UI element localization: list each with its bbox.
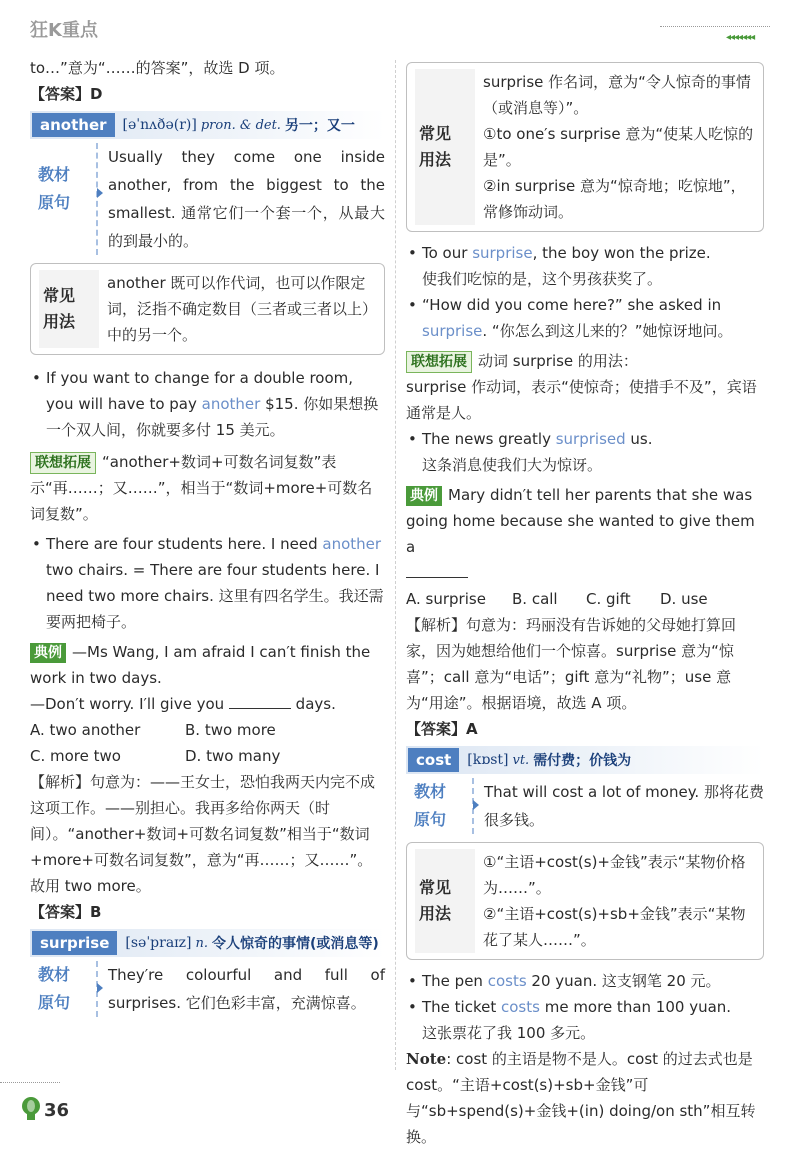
usage-label-line1: 常见 xyxy=(419,124,452,143)
source-label-line1: 教材 xyxy=(38,165,71,184)
example-text: “How did you come here?” she asked in xyxy=(422,296,722,314)
analysis-surprise: 【解析】句意为：玛丽没有告诉她的父母她打算回家，因为她想给他们一个惊喜。surprise 意为“惊喜”；call 意为“电话”；gift 意为“礼物”；use 意为“用途”。根据语境，故选 A 项。 xyxy=(406,616,737,712)
word-tag-surprise: surprise xyxy=(32,931,117,955)
phonetic-surprise: [səˈpraɪz] xyxy=(125,935,192,951)
usage-label-line1: 常见 xyxy=(419,878,452,897)
source-sentence-surprise xyxy=(38,961,385,1017)
example-text: . “你怎么到这儿来的？”她惊讶地问。 xyxy=(482,322,733,340)
meaning-another: 另一；又一 xyxy=(284,118,355,134)
header-logo xyxy=(30,16,98,42)
example-surprise-2 xyxy=(406,292,764,344)
extension-another xyxy=(30,449,385,527)
column-divider xyxy=(395,60,396,1070)
option-d: D. two many xyxy=(185,747,281,765)
pos-surprise: n. xyxy=(195,935,209,951)
example-text: The ticket xyxy=(422,998,501,1016)
example-text: There are four students here. I need xyxy=(46,535,323,553)
header-arrows: ◂◂◂◂◂◂◂ xyxy=(726,32,755,43)
answer-surprise: 【答案】A xyxy=(406,720,478,738)
example-cost-2 xyxy=(406,994,764,1046)
meaning-cost: 需付费；价钱为 xyxy=(533,753,632,769)
usage-text-cost xyxy=(483,849,755,953)
source-label-line2: 原句 xyxy=(38,993,71,1012)
example-translation: 这条消息使我们大为惊讶。 xyxy=(422,456,603,474)
left-top-text: to…”意为“……的答案”，故选 D 项。 xyxy=(30,59,285,77)
usage-label xyxy=(415,69,475,225)
option-a: A. surprise xyxy=(406,590,486,608)
example-text: 20 yuan. 这支钢笔 20 元。 xyxy=(526,972,721,990)
source-label xyxy=(38,143,98,255)
extension-tag: 联想拓展 xyxy=(30,452,96,474)
typical-example-tag: 典例 xyxy=(30,643,66,663)
option-a: A. two another xyxy=(30,721,141,739)
example-text: , the boy won the prize. xyxy=(532,244,711,262)
page-footer xyxy=(0,1082,800,1153)
example-another-2 xyxy=(30,531,385,635)
example-text: The pen xyxy=(422,972,488,990)
source-label-line2: 原句 xyxy=(414,810,447,829)
answer-blank xyxy=(406,563,468,578)
header-logo-text: 狂K重点 xyxy=(30,20,98,41)
source-label xyxy=(414,778,474,834)
keyword-highlight: costs xyxy=(501,998,540,1016)
example-translation: 这张票花了我 100 多元。 xyxy=(422,1024,596,1042)
options-row-2 xyxy=(30,743,385,769)
example-text: two chairs. = There are four students here. I need two more chairs. 这里有四名学生。我还需要两把椅子。 xyxy=(46,561,384,631)
lightbulb-icon xyxy=(20,1096,42,1122)
usage-label-line2: 用法 xyxy=(43,312,76,331)
example-translation: 使我们吃惊的是，这个男孩获奖了。 xyxy=(422,270,663,288)
usage-label xyxy=(39,270,99,348)
answer-another: 【答案】B xyxy=(30,903,102,921)
example-text: $15. 你如果想换一个双人间，你就要多付 15 美元。 xyxy=(46,395,379,439)
usage-line-1: surprise 作名词，意为“令人惊奇的事情（或消息等）”。 xyxy=(483,73,751,117)
usage-label-line2: 用法 xyxy=(419,904,452,923)
pos-another: pron. & det. xyxy=(200,117,281,133)
usage-text-surprise xyxy=(483,69,755,225)
word-tag-cost: cost xyxy=(408,748,459,772)
example-cost-1 xyxy=(406,968,764,994)
right-column xyxy=(406,62,764,1150)
keyword-highlight: another xyxy=(201,395,261,413)
question-text: Mary didn′t tell her parents that she was going home because she wanted to give them a xyxy=(406,486,755,556)
analysis-another: 【解析】句意为：——王女士，恐怕我两天内完不成这项工作。——别担心。我再多给你两天（时间）。“another+数词+可数名词复数”相当于“数词+more+可数名词复数”，意为“再……；又……”。故用 two more。 xyxy=(30,773,376,895)
footer-dotted-line xyxy=(0,1082,60,1083)
example-text: me more than 100 yuan. xyxy=(539,998,732,1016)
option-d: D. use xyxy=(660,590,708,608)
source-text-surprise: They′re colourful and full of surprises. 它们色彩丰富，充满惊喜。 xyxy=(108,966,385,1012)
answer-1: 【答案】D xyxy=(30,85,103,103)
example-text: The news greatly xyxy=(422,430,556,448)
question-text: —Don′t worry. I′ll give you xyxy=(30,695,229,713)
options-row xyxy=(406,586,764,612)
usage-line-1: ①“主语+cost(s)+金钱”表示“某物价格为……”。 xyxy=(483,853,746,897)
usage-label xyxy=(415,849,475,953)
usage-text-another: another 既可以作代词，也可以作限定词，泛指不确定数目（三者或三者以上）中的另一个。 xyxy=(107,274,370,344)
extension-text: 动词 surprise 的用法： xyxy=(478,352,638,370)
option-b: B. two more xyxy=(185,721,276,739)
answer-blank-line xyxy=(406,560,764,586)
note-label: Note xyxy=(406,1050,447,1068)
phonetic-cost: [kɒst] xyxy=(467,752,509,768)
typical-example-another xyxy=(30,639,385,691)
source-label-line1: 教材 xyxy=(38,965,71,984)
source-label-line2: 原句 xyxy=(38,193,71,212)
usage-box-another xyxy=(30,263,385,355)
example-another-1 xyxy=(30,365,385,443)
example-text: If you want to change for a double room, you will have to pay xyxy=(46,369,354,413)
source-sentence-another xyxy=(38,143,385,255)
option-b: B. call xyxy=(512,590,558,608)
usage-label-line2: 用法 xyxy=(419,150,452,169)
page-header xyxy=(0,0,800,50)
keyword-highlight: another xyxy=(322,535,382,553)
word-head-surprise xyxy=(30,929,385,957)
keyword-highlight: costs xyxy=(487,972,527,990)
note-text: : cost 的主语是物不是人。cost 的过去式也是 cost。“主语+cost(s)+sb+金钱”可与“sb+spend(s)+金钱+(in) doing/on sth”相互转换。 xyxy=(406,1050,756,1146)
example-surprise-1 xyxy=(406,240,764,292)
usage-line-2: ②“主语+cost(s)+sb+金钱”表示“某物花了某人……”。 xyxy=(483,905,746,949)
word-head-another xyxy=(30,111,385,139)
pos-cost: vt. xyxy=(512,752,530,768)
usage-label-line1: 常见 xyxy=(43,286,76,305)
keyword-highlight: surprise xyxy=(422,322,483,340)
source-label-line1: 教材 xyxy=(414,782,447,801)
keyword-highlight: surprised xyxy=(555,430,626,448)
example-surprise-3 xyxy=(406,426,764,478)
question-text: days. xyxy=(290,695,336,713)
source-label xyxy=(38,961,98,1017)
example-text: To our xyxy=(422,244,473,262)
header-dotted-line xyxy=(660,26,770,27)
question-line-2 xyxy=(30,691,385,717)
typical-example-tag: 典例 xyxy=(406,486,442,506)
extension-text: “another+数词+可数名词复数”表示“再……；又……”，相当于“数词+more+可数名词复数”。 xyxy=(30,453,373,523)
usage-box-cost xyxy=(406,842,764,960)
source-sentence-cost xyxy=(414,778,764,834)
page-number: 36 xyxy=(44,1100,70,1121)
source-text-another: Usually they come one inside another, from the biggest to the smallest. 通常它们一个套一个，从最大的到最小的。 xyxy=(108,148,385,250)
word-head-cost xyxy=(406,746,764,774)
usage-line-2: ①to one′s surprise 意为“使某人吃惊的是”。 xyxy=(483,125,754,169)
typical-example-surprise xyxy=(406,482,764,560)
extension-tag: 联想拓展 xyxy=(406,351,472,373)
phonetic-another: [əˈnʌðə(r)] xyxy=(122,117,197,133)
source-text-cost: That will cost a lot of money. 那将花费很多钱。 xyxy=(484,783,764,829)
options-row-1 xyxy=(30,717,385,743)
option-c: C. more two xyxy=(30,747,121,765)
left-column xyxy=(30,55,385,1023)
meaning-surprise: 令人惊奇的事情(或消息等) xyxy=(212,936,379,952)
answer-blank xyxy=(229,694,291,709)
extension-body: surprise 作动词，表示“使惊奇；使措手不及”，宾语通常是人。 xyxy=(406,378,757,422)
keyword-highlight: surprise xyxy=(472,244,533,262)
example-text: us. xyxy=(625,430,653,448)
usage-box-surprise xyxy=(406,62,764,232)
extension-surprise xyxy=(406,348,764,374)
option-c: C. gift xyxy=(586,590,631,608)
usage-line-3: ②in surprise 意为“惊奇地；吃惊地”，常修饰动词。 xyxy=(483,177,746,221)
question-line-1: —Ms Wang, I am afraid I can′t finish the work in two days. xyxy=(30,643,371,687)
word-tag-another: another xyxy=(32,113,115,137)
